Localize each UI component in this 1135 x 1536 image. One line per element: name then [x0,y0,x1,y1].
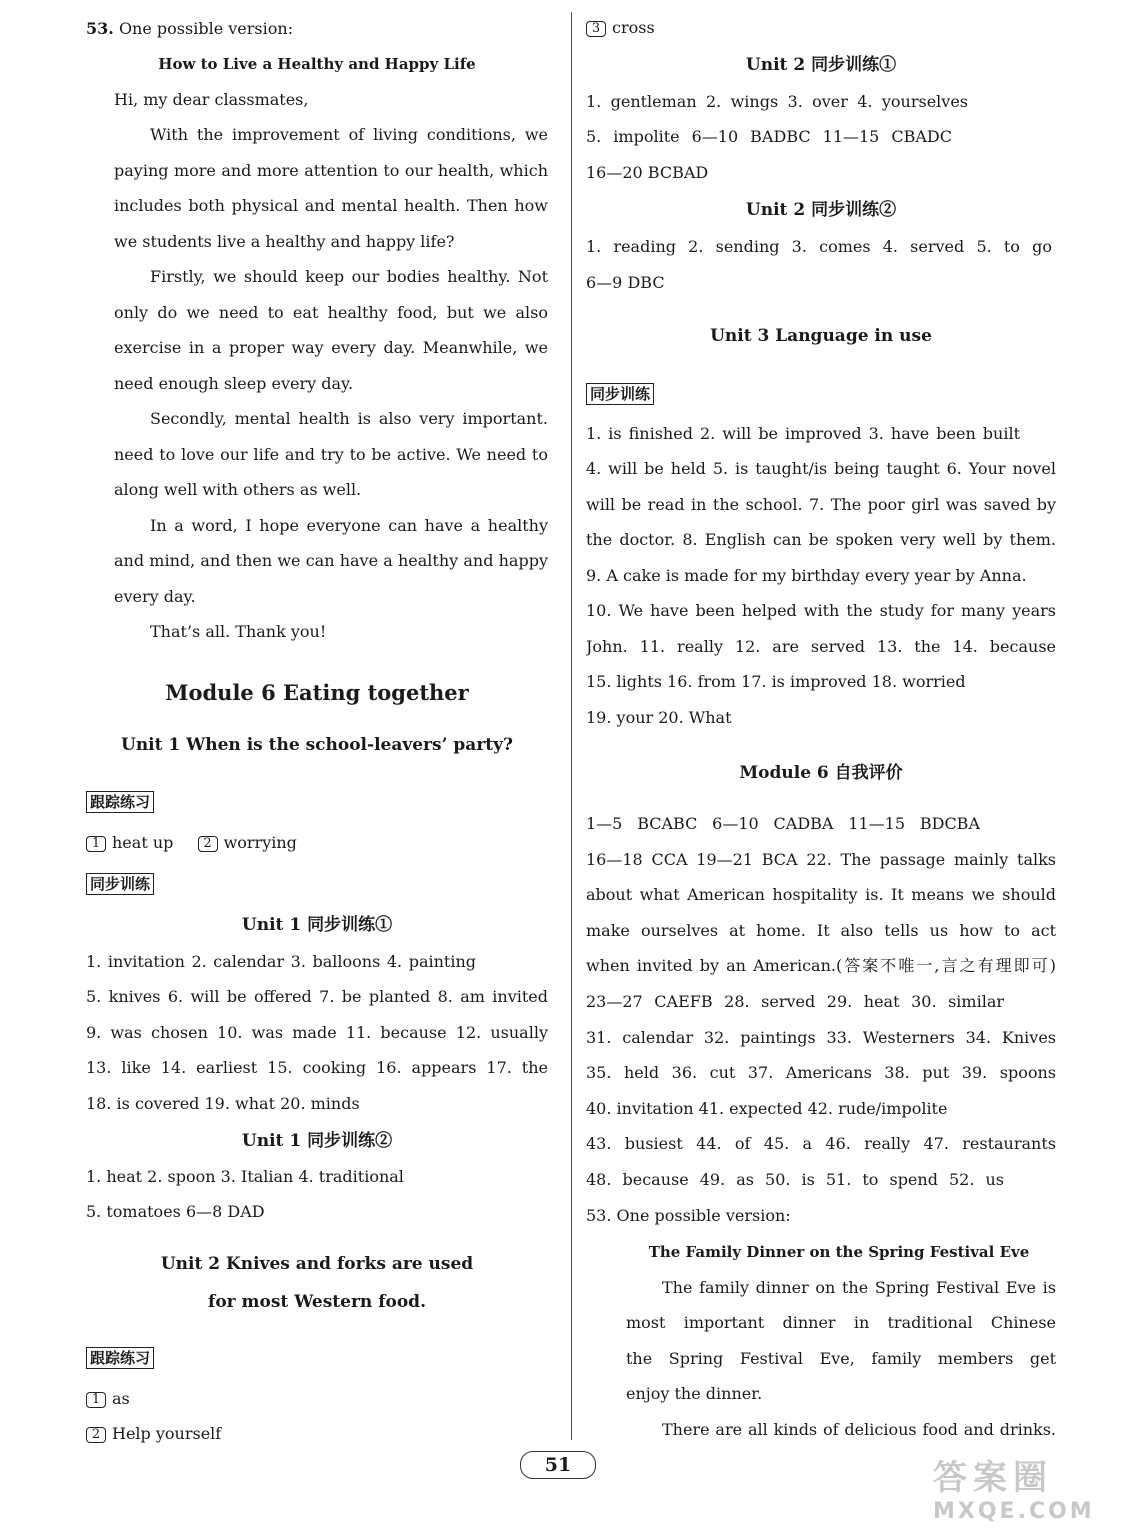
essay1-line: includes both physical and mental health. Then how [114,196,548,215]
essay1-line: and mind, and then we can have a healthy and happy [114,551,548,570]
answer-line: 5. tomatoes 6—8 DAD [86,1202,265,1221]
answer-line: when invited by an American.(答案不唯一,言之有理即可) [586,956,1056,975]
answer-number-badge: 2 [86,1427,106,1443]
essay1-line: we students live a healthy and happy life? [114,232,455,251]
watermark-text: 答案圈 [933,1458,1053,1498]
unit3-title: Unit 3 Language in use [710,326,932,346]
answer-line: will be read in the school. 7. The poor girl was saved by [586,495,1056,514]
essay2-title: The Family Dinner on the Spring Festival Eve [648,1243,1030,1261]
tag-sync-training: 同步训练 [86,873,154,895]
watermark-url: MXQE.COM [933,1499,1095,1524]
essay1-line: That’s all. Thank you! [150,622,327,641]
answer-line: 6—9 DBC [586,273,665,292]
answer-number-badge: 1 [86,836,106,852]
page-number: 51 [520,1451,596,1479]
answer-line: 19. your 20. What [586,708,732,727]
essay2-line: enjoy the dinner. [626,1384,763,1403]
essay1-line: Hi, my dear classmates, [114,90,309,109]
answer-text: worrying [223,833,297,852]
answer-line: 23—27 CAEFB 28. served 29. heat 30. similar [586,992,1004,1011]
tag-tracking-practice: 跟踪练习 [86,1347,154,1369]
q53-intro: One possible version: [118,19,294,38]
unit1-sync1-title: Unit 1 同步训练① [241,915,393,935]
left-column [86,0,548,1536]
unit2-title-line2: for most Western food. [208,1292,426,1312]
essay2-line: most important dinner in traditional Chinese [626,1313,1056,1332]
answer-line: 1. is finished 2. will be improved 3. have been built [586,424,1020,443]
answer-line: 40. invitation 41. expected 42. rude/impolite [586,1099,948,1118]
answer-line: 53. One possible version: [586,1206,791,1225]
essay1-line: Firstly, we should keep our bodies healthy. Not [150,267,548,286]
answer-line: 13. like 14. earliest 15. cooking 16. appears 17. the [86,1058,548,1077]
answer-line: 1. invitation 2. calendar 3. balloons 4. painting [86,952,476,971]
answer-line: 5. impolite 6—10 BADBC 11—15 CBADC [586,127,952,146]
answer-number-badge: 1 [86,1392,106,1408]
answer-line: 18. is covered 19. what 20. minds [86,1094,360,1113]
essay1-line: With the improvement of living conditions, we [150,125,548,144]
essay1-line: only do we need to eat healthy food, but we also [114,303,548,322]
q53-line [86,18,548,40]
essay1-line: exercise in a proper way every day. Meanwhile, we [114,338,548,357]
essay1-title: How to Live a Healthy and Happy Life [158,55,476,73]
essay2-line: There are all kinds of delicious food and drinks. [662,1420,1056,1439]
essay1-line: paying more and more attention to our health, which [114,161,548,180]
answer-text: Help yourself [112,1424,222,1443]
essay2-line: The family dinner on the Spring Festival Eve is [662,1278,1056,1297]
answer-number-badge: 3 [586,21,606,37]
answer-line: 35. held 36. cut 37. Americans 38. put 39. spoons [586,1063,1056,1082]
answer-line: 1. heat 2. spoon 3. Italian 4. traditional [86,1167,404,1186]
answer-line: 15. lights 16. from 17. is improved 18. worried [586,672,966,691]
question-number: 53. [86,19,114,38]
essay1-line: along well with others as well. [114,480,362,499]
answer-line: 16—20 BCBAD [586,163,709,182]
tag-tracking-practice: 跟踪练习 [86,791,154,813]
module-title: Module 6 Eating together [165,680,469,705]
answer-line: 48. because 49. as 50. is 51. to spend 52. us [586,1170,1004,1189]
answer-line: 9. was chosen 10. was made 11. because 12. usually [86,1023,548,1042]
unit2-title-line1: Unit 2 Knives and forks are used [160,1254,474,1274]
module6-self-eval-title: Module 6 自我评价 [739,763,903,783]
unit2-sync2-title: Unit 2 同步训练② [745,200,897,220]
answer-text: cross [612,18,655,37]
answer-line: 4. will be held 5. is taught/is being taught 6. Your novel [586,459,1056,478]
answer-line: 31. calendar 32. paintings 33. Westerners 34. Knives [586,1028,1056,1047]
answer-number-badge: 2 [198,836,218,852]
answer-line: about what American hospitality is. It means we should [586,885,1056,904]
track2-answer [586,17,1056,39]
answer-line: make ourselves at home. It also tells us how to act [586,921,1056,940]
answer-line: 43. busiest 44. of 45. a 46. really 47. restaurants [586,1134,1056,1153]
answer-line: 1. reading 2. sending 3. comes 4. served 5. to go [586,237,1052,256]
essay1-line: In a word, I hope everyone can have a healthy [150,516,548,535]
right-column [586,0,1056,1536]
answer-line: the doctor. 8. English can be spoken very well by them. [586,530,1056,549]
answer-line: 1—5 BCABC 6—10 CADBA 11—15 BDCBA [586,814,980,833]
essay1-line: need enough sleep every day. [114,374,354,393]
answer-text: heat up [112,833,174,852]
answer-text: as [112,1389,130,1408]
tag-sync-training: 同步训练 [586,383,654,405]
answer-line: John. 11. really 12. are served 13. the 14. because [586,637,1056,656]
unit1-sync2-title: Unit 1 同步训练② [241,1131,393,1151]
essay2-line: the Spring Festival Eve, family members get [626,1349,1056,1368]
column-divider [571,12,572,1440]
track2-answer [86,1423,548,1445]
watermark-logo [933,1450,1123,1530]
answer-line: 10. We have been helped with the study for many years [586,601,1056,620]
track2-answer [86,1388,548,1410]
unit1-title: Unit 1 When is the school-leavers’ party? [121,735,513,755]
track1-answers [86,832,548,854]
answer-line: 5. knives 6. will be offered 7. be planted 8. am invited [86,987,548,1006]
answer-line: 1. gentleman 2. wings 3. over 4. yourselves [586,92,968,111]
essay1-line: every day. [114,587,196,606]
essay1-line: need to love our life and try to be active. We need to [114,445,548,464]
essay1-line: Secondly, mental health is also very important. [150,409,548,428]
answer-line: 16—18 CCA 19—21 BCA 22. The passage mainly talks [586,850,1056,869]
unit2-sync1-title: Unit 2 同步训练① [745,55,897,75]
answer-line: 9. A cake is made for my birthday every year by Anna. [586,566,1027,585]
